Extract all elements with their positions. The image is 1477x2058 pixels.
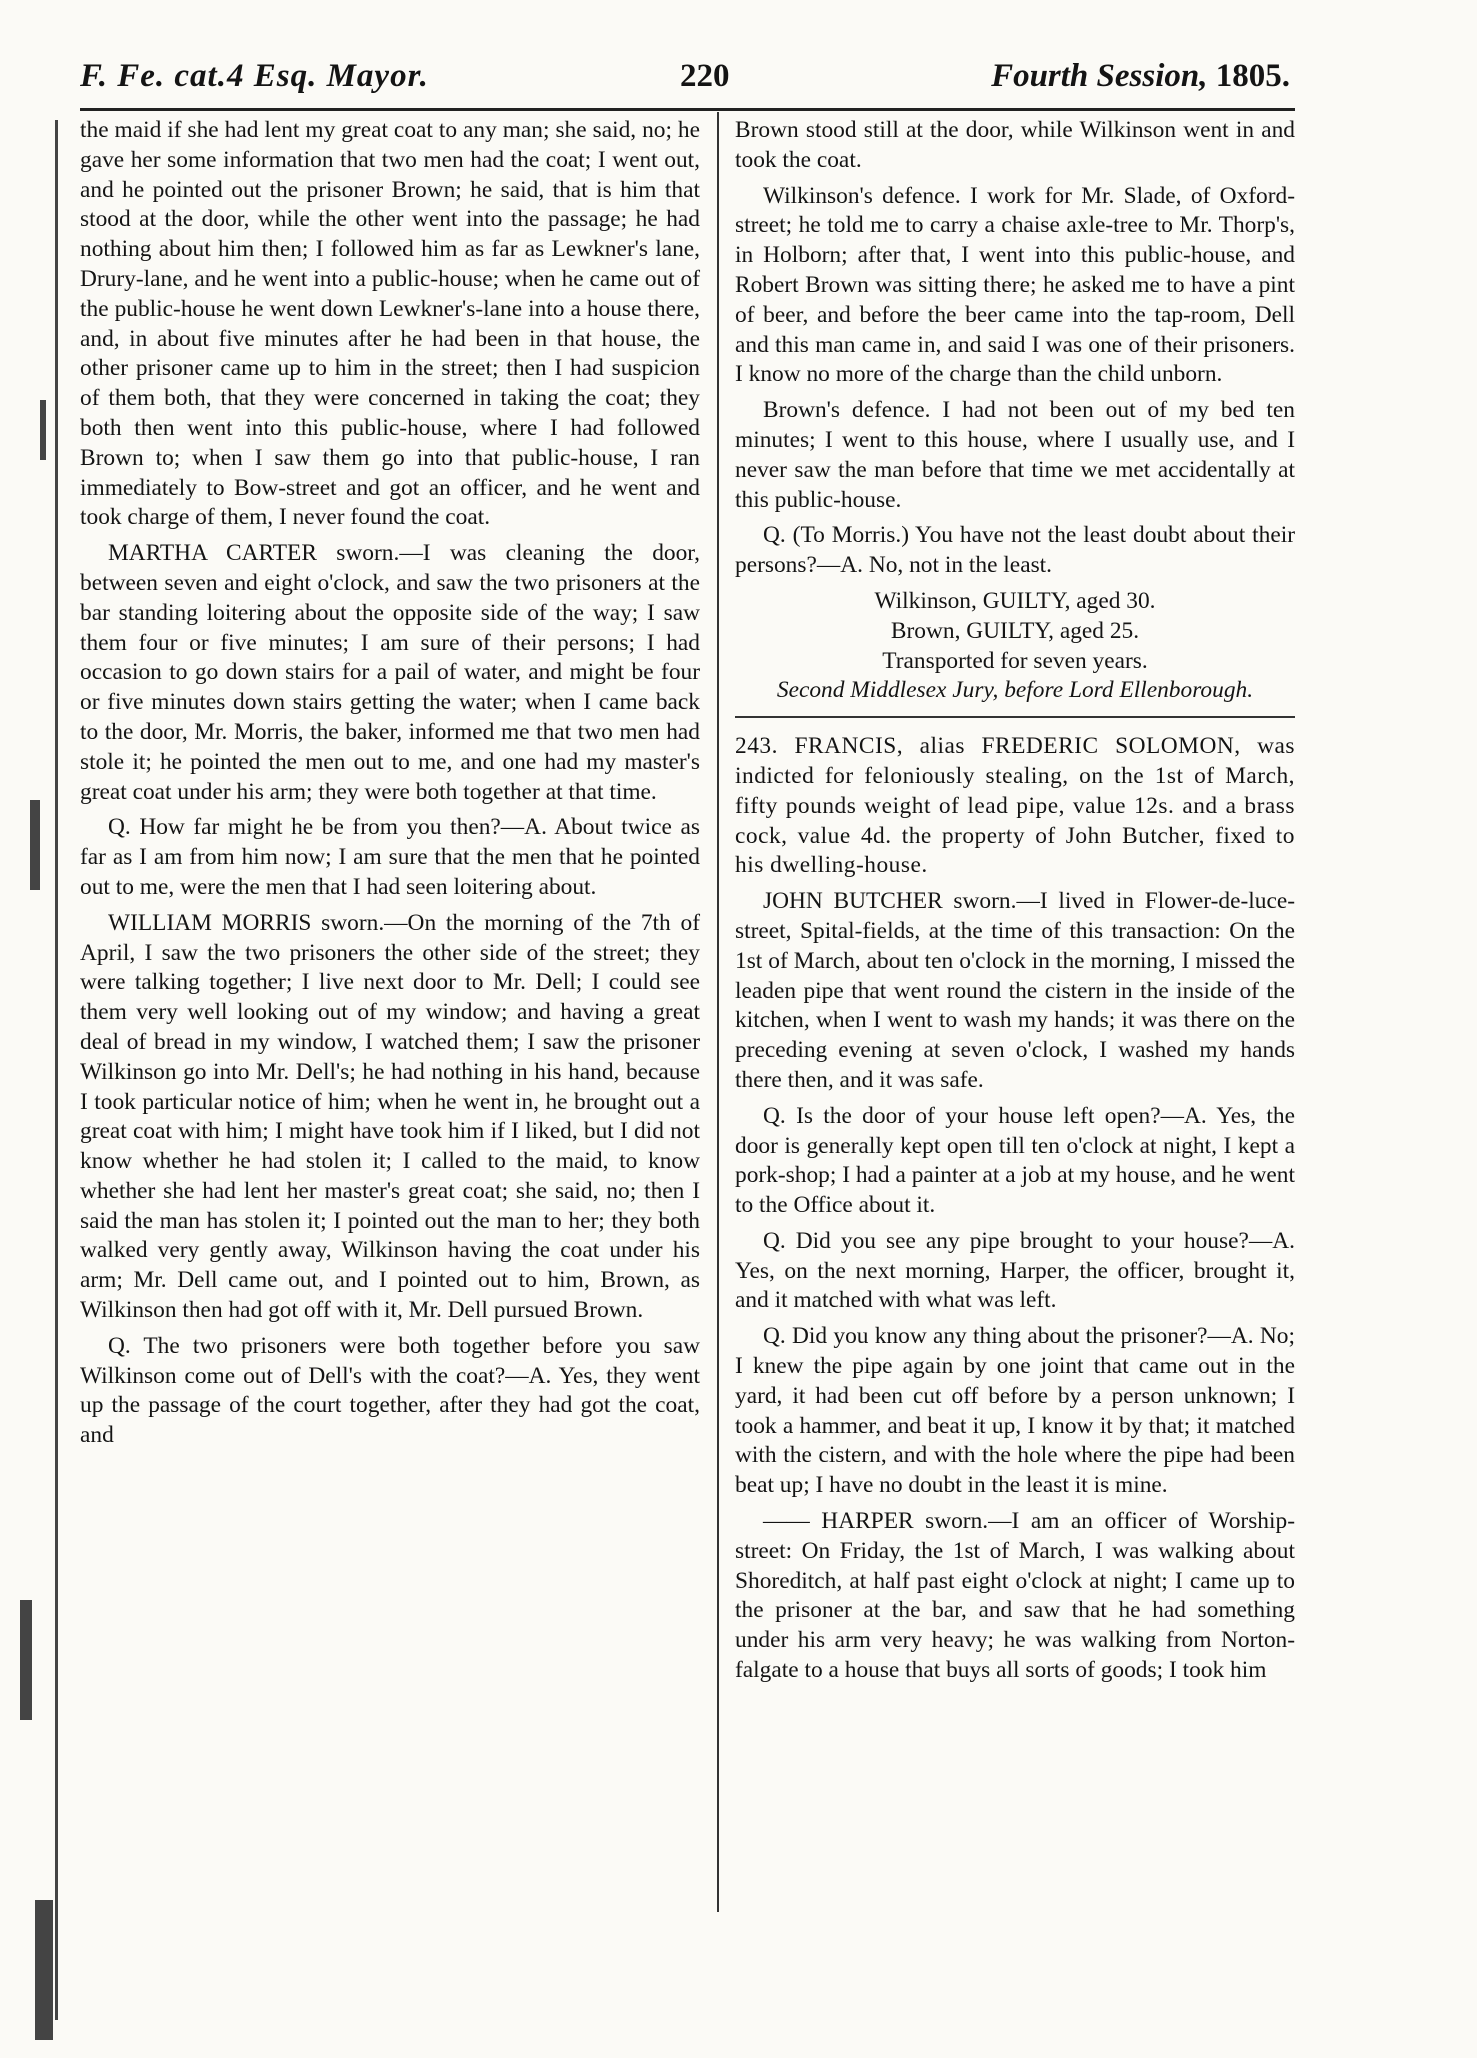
paragraph: Q. How far might he be from you then?—A. About twice as far as I am from him now; I am sure that the men that he pointed out to me, were the men that I had seen loitering about. [80,814,700,900]
jury-line: Second Middlesex Jury, before Lord Ellenborough. [776,677,1254,704]
paragraph: Q. (To Morris.) You have not the least doubt about their persons?—A. No, not in the least. [735,522,1295,579]
paragraph: Wilkinson's defence. I work for Mr. Slade, of Oxford-street; he told me to carry a chaise axle-tree to Mr. Thorp's, in Holborn; after that, I went into this public-house, and Robert Brown was sitting there; he asked me to have a pint of beer, and before the beer came into the tap-room, Dell and this man came in, and said I was one of their prisoners. I know no more of the charge than the child unborn. [735,182,1295,388]
paragraph: Q. Did you see any pipe brought to your house?—A. Yes, on the next morning, Harper, the officer, brought it, and it matched with what was left. [735,1227,1295,1314]
verdict [735,587,1295,676]
paragraph: Brown's defence. I had not been out of my bed ten minutes; I went to this house, where I usually use, and I never saw the man before that time we met accidentally at this public-house. [735,397,1295,513]
verdict-wilkinson: Wilkinson, GUILTY, aged 30. [874,587,1156,614]
right-column [735,116,1295,1692]
column-divider [717,112,719,1912]
header-mayor: F. Fe. cat.4 Esq. Mayor. [80,58,429,94]
paragraph: Q. Is the door of your house left open?—A. Yes, the door is generally kept open till ten o'clock at night, I kept a pork-shop; I had a painter at a job at my house, and he went to the Office about it. [735,1102,1295,1219]
paragraph: MARTHA CARTER sworn.—I was cleaning the door, between seven and eight o'clock, and saw the two prisoners at the bar standing loitering about the opposite side of the way; I saw them four or five minutes; I am sure of their persons; I had occasion to go down stairs for a pail of water, and might be four or five minutes down stairs getting the water; when I came back to the door, Mr. Morris, the baker, informed me that two men had stole it; he pointed the men out to me, and one had my master's great coat under his arm; they were both together at that time. [80,540,700,805]
header-rule [80,108,1295,111]
paragraph: —— HARPER sworn.—I am an officer of Worship-street: On Friday, the 1st of March, I was walking about Shoreditch, at half past eight o'clock at night; I came up to the prisoner at the bar, and saw that he had something under his arm very heavy; he was walking from Norton-falgate to a house that buys all sorts of goods; I took him [735,1508,1295,1684]
paragraph: Brown stood still at the door, while Wilkinson went in and took the coat. [735,117,1295,173]
paragraph: JOHN BUTCHER sworn.—I lived in Flower-de-luce-street, Spital-fields, at the time of this transaction: On the 1st of March, about ten o'clock in the morning, I missed the leaden pipe that went round the cistern in the inside of the kitchen, when I went to wash my hands; it was there on the preceding evening at seven o'clock, I washed my hands there then, and it was safe. [735,888,1295,1093]
case-separator [735,716,1295,718]
paragraph: the maid if she had lent my great coat to any man; she said, no; he gave her some information that two men had the coat; I went out, and he pointed out the prisoner Brown; he said, that is him that stood at the door, while the other went into the passage; he had nothing about him then; I followed him as far as Lewkner's lane, Drury-lane, and he went into a public-house; when he came out of the public-house he went down Lewkner's-lane into a house there, and, in about five minutes after he had been in that house, the other prisoner came up to him in the street; then I had suspicion of them both, that they were concerned in taking the coat; they both then went into this public-house, where I had followed Brown to; when I saw them go into that public-house, I ran immediately to Bow-street and got an officer, and he went and took charge of them, I never found the coat. [80,117,700,531]
session-year: 1805. [1215,58,1290,94]
paragraph: Q. The two prisoners were both together before you saw Wilkinson come out of Dell's with the coat?—A. Yes, they went up the passage of the court together, after they had got the coat, and [80,1332,700,1449]
page-header [80,58,1290,102]
paragraph: WILLIAM MORRIS sworn.—On the morning of the 7th of April, I saw the two prisoners the other side of the street; they were talking together; I live next door to Mr. Dell; I could see them very well looking out of my window; and having a great deal of bread in my window, I watched them; I saw the prisoner Wilkinson go into Mr. Dell's; he had nothing in his hand, because I took particular notice of him; when he went in, he brought out a great coat with him; I might have took him if I liked, but I did not know whether he had stolen it; I called to the maid, to know whether she had lent her master's great coat; she said, no; then I said the man has stolen it; I pointed out the man to her; they both walked very gently away, Wilkinson having the coat under his arm; Mr. Dell came out, and I pointed out to him, Brown, as Wilkinson then had got off with it, Mr. Dell pursued Brown. [80,909,700,1324]
sentence: Transported for seven years. [882,647,1148,674]
session-label: Fourth Session, [991,58,1208,94]
verdict-brown: Brown, GUILTY, aged 25. [890,617,1140,644]
page-number: 220 [680,58,730,94]
case-heading: 243. FRANCIS, alias FREDERIC SOLOMON, was indicted for feloniously stealing, on the 1st of March, fifty pounds weight of lead pipe, value 12s. and a brass cock, value 4d. the property of John Butcher, fixed to his dwelling-house. [735,733,1295,879]
header-session [991,58,1290,95]
paragraph: Q. Did you know any thing about the prisoner?—A. No; I knew the pipe again by one joint that came out in the yard, it had been cut off before by a person unknown; I took a hammer, and beat it up, I know it by that; it matched with the cistern, and with the hole where the pipe had been beat up; I have no doubt in the least it is mine. [735,1323,1295,1499]
scan-edge-artifact [0,100,70,2058]
left-column [80,116,700,1457]
